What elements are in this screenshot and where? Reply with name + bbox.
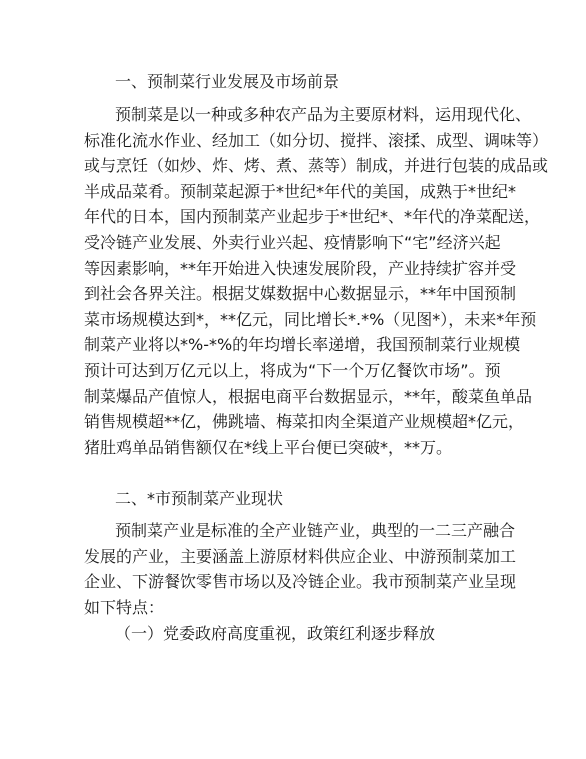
paragraph-line: 企业、下游餐饮零售市场以及冷链企业。我市预制菜产业呈现 <box>84 572 517 592</box>
paragraph-line: 菜市场规模达到*，**亿元，同比增长*.*%（见图*），未来*年预 <box>84 309 537 329</box>
paragraph-line: 年代的日本，国内预制菜产业起步于*世纪*、*年代的净菜配送， <box>84 207 541 227</box>
paragraph-line: 预制菜是以一种或多种农产品为主要原材料，运用现代化、 <box>115 105 532 124</box>
paragraph-line: 预制菜产业是标准的全产业链产业，典型的一二三产融合 <box>115 521 516 540</box>
paragraph-line: 制菜爆品产值惊人，根据电商平台数据显示，**年，酸菜鱼单品 <box>84 386 533 406</box>
paragraph-line: 猪肚鸡单品销售额仅在*线上平台便已突破*，**万。 <box>84 437 453 457</box>
paragraph-1 <box>84 102 549 460</box>
paragraph-line: 受冷链产业发展、外卖行业兴起、疫情影响下“宅”经济兴起 <box>84 232 501 252</box>
paragraph-line: 到社会各界关注。根据艾媒数据中心数据显示，**年中国预制 <box>84 284 517 304</box>
paragraph-line: 半成品菜肴。预制菜起源于*世纪*年代的美国，成熟于*世纪* <box>84 181 517 201</box>
paragraph-line: 制菜产业将以*%-*%的年均增长率递增，我国预制菜行业规模 <box>84 335 521 355</box>
paragraph-line: 等因素影响，**年开始进入快速发展阶段，产业持续扩容并受 <box>84 258 517 278</box>
paragraph-line: 预计可达到万亿元以上，将成为“下一个万亿餐饮市场”。预 <box>84 360 501 380</box>
paragraph-2 <box>84 518 524 620</box>
paragraph-line: 如下特点： <box>84 597 165 617</box>
paragraph-line: 或与烹饪（如炒、炸、烤、煮、蒸等）制成，并进行包装的成品或 <box>84 156 549 176</box>
paragraph-line: 发展的产业，主要涵盖上游原材料供应企业、中游预制菜加工 <box>84 546 517 566</box>
section-heading-1: 一、预制菜行业发展及市场前景 <box>115 72 340 91</box>
paragraph-line: 销售规模超**亿，佛跳墙、梅菜扣肉全渠道产业规模超*亿元， <box>84 412 525 432</box>
section-heading-2: 二、*市预制菜产业现状 <box>115 489 284 508</box>
subsection-heading-1: （一）党委政府高度重视，政策红利逐步释放 <box>115 624 436 643</box>
paragraph-line: 标准化流水作业、经加工（如分切、搅拌、滚揉、成型、调味等） <box>84 130 549 150</box>
